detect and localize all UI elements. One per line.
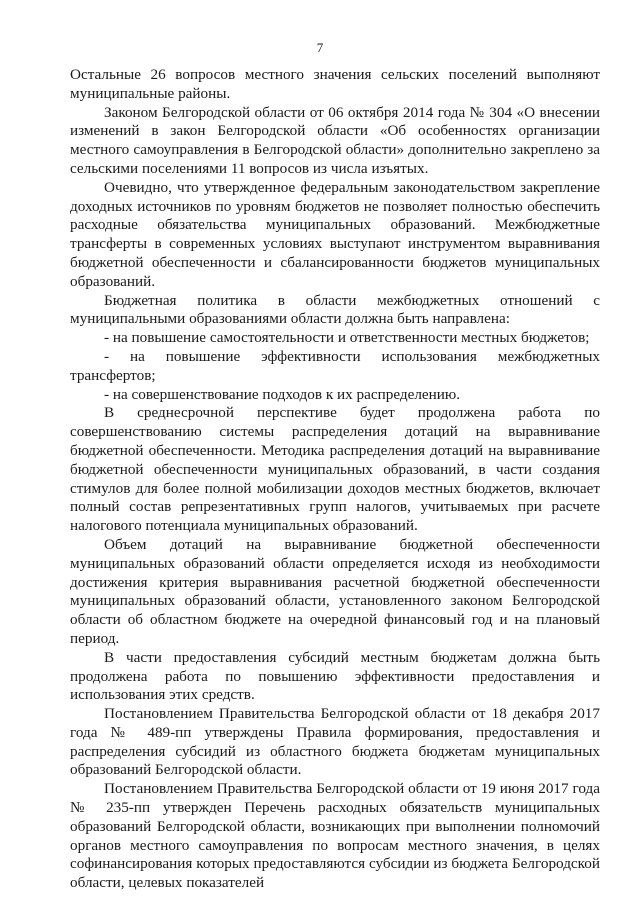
paragraph-6: Объем дотаций на выравнивание бюджетной обеспеченности муниципальных образований области определяется исходя из необходимости достижения критерия выравнивания расчетной бюджетной обеспеченности муниципальных образований области, установленного законом Белгородской области об областном бюджете на очередной финансовый год и на плановый период. <box>70 535 600 647</box>
paragraph-3: Очевидно, что утвержденное федеральным законодательством закрепление доходных источников по уровням бюджетов не позволяет полностью обеспечить расходные обязательства муниципальных образований. Межбюджетные трансферты в современных условиях выступают инструментом выравнивания бюджетной обеспеченности и сбалансированности бюджетов муниципальных образований. <box>70 178 600 290</box>
list-item-3: - на совершенствование подходов к их распределению. <box>104 385 461 403</box>
list-item-2: - на повышение эффективности использования межбюджетных трансфертов; <box>70 347 600 384</box>
paragraph-2: Законом Белгородской области от 06 октября 2014 года № 304 «О внесении изменений в закон Белгородской области «Об особенностях организации местного самоуправления в Белгородской области» дополнительно закреплено за сельскими поселениями 11 вопросов из числа изъятых. <box>70 103 600 177</box>
paragraph-8: Постановлением Правительства Белгородской области от 18 декабря 2017 года № 489-пп утверждены Правила формирования, предоставления и распределения субсидий из областного бюджета бюджетам муниципальных образований Белгородской области. <box>70 705 600 779</box>
paragraph-5: В среднесрочной перспективе будет продолжена работа по совершенствованию системы распределения дотаций на выравнивание бюджетной обеспеченности. Методика распределения дотаций на выравнивание бюджетной обеспеченности муниципальных образований, в части создания стимулов для более полной мобилизации доходов местных бюджетов, включает полный состав репрезентативных групп налогов, учитываемых при расчете налогового потенциала муниципальных образований. <box>70 404 600 535</box>
paragraph-4: Бюджетная политика в области межбюджетных отношений с муниципальными образованиями области должна быть направлена: <box>70 291 600 328</box>
page-number: 7 <box>316 40 324 55</box>
list-item-1: - на повышение самостоятельности и ответственности местных бюджетов; <box>104 329 590 347</box>
paragraph-1: Остальные 26 вопросов местного значения сельских поселений выполняют муниципальные районы. <box>70 66 600 102</box>
paragraph-7: В части предоставления субсидий местным бюджетам должна быть продолжена работа по повышению эффективности предоставления и использования этих средств. <box>70 648 600 704</box>
paragraph-9: Постановлением Правительства Белгородской области от 19 июня 2017 года № 235-пп утвержден Перечень расходных обязательств муниципальных образований Белгородской области, возникающих при выполнении полномочий органов местного самоуправления по вопросам местного значения, в целях софинансирования которых предоставляются субсидии из бюджета Белгородской области, целевых показателей <box>70 780 600 892</box>
